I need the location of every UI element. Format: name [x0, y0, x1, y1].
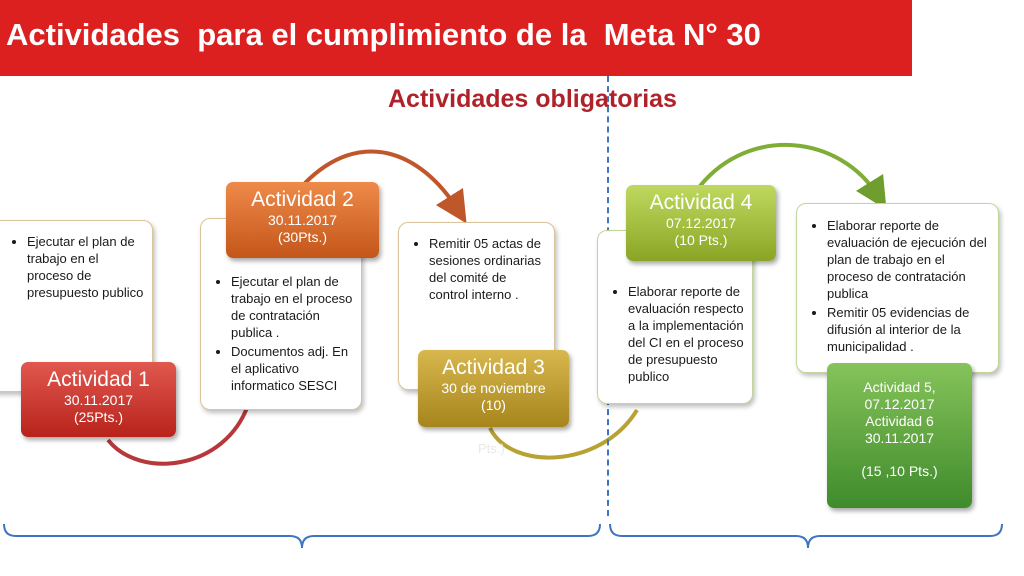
actividad-5-6-points: (15 ,10 Pts.)	[861, 463, 938, 479]
actividad-5-name: Actividad 5,	[863, 379, 936, 395]
actividad-4-box	[626, 185, 776, 261]
actividad-5-6-box	[827, 363, 972, 508]
bottom-braces	[0, 520, 1024, 570]
page-title: Actividades para el cumplimiento de la Meta N° 30	[6, 17, 761, 52]
right-brace	[610, 524, 1002, 548]
panel-actividad-5-6	[796, 203, 999, 373]
actividad-2-points: (30Pts.)	[277, 229, 327, 245]
actividad-6-date: 30.11.2017	[864, 430, 935, 446]
actividad-2-name: Actividad 2	[251, 188, 354, 211]
panel-1-bullet-1: • Ejecutar el plan de trabajo en el proceso de presupuesto publico	[27, 233, 144, 301]
actividad-5-date: 07.12.2017	[864, 396, 935, 412]
actividad-4-date: 07.12.2017	[665, 215, 737, 231]
actividad-3-date: 30 de noviembre	[441, 380, 546, 396]
actividad-1-box	[21, 362, 176, 437]
panel-4-bullet-1: • Elaborar reporte de evaluación respecto a la implementación del CI en el proceso de presupuesto publico	[628, 283, 746, 385]
panel-2-bullet-1: • Ejecutar el plan de trabajo en el proceso de contratación publica .	[231, 273, 353, 341]
panel-5-bullet-2: • Remitir 05 evidencias de difusión al interior de la municipalidad .	[827, 304, 990, 355]
actividad-6-name: Actividad 6	[865, 413, 934, 429]
actividad-4-name: Actividad 4	[649, 191, 753, 214]
actividad-1-points: (25Pts.)	[73, 409, 123, 425]
panel-3-bullet-1: • Remitir 05 actas de sesiones ordinarias del comité de control interno .	[429, 235, 546, 303]
actividad-2-date: 30.11.2017	[267, 212, 338, 228]
actividad-4-points: (10 Pts.)	[674, 232, 728, 248]
actividad-1-date: 30.11.2017	[63, 392, 134, 408]
ghost-points-text: Pts.)	[478, 441, 505, 456]
actividad-1-name: Actividad 1	[47, 368, 150, 391]
actividad-3-points: (10)	[481, 397, 506, 413]
subtitle: Actividades obligatorias	[388, 85, 677, 113]
panel-2-bullet-2: • Documentos adj. En el aplicativo informatico SESCI	[231, 343, 353, 394]
actividad-3-name: Actividad 3	[442, 356, 545, 379]
actividad-3-box	[418, 350, 569, 427]
actividad-2-box	[226, 182, 379, 258]
title-bar	[0, 0, 912, 76]
left-brace	[4, 524, 600, 548]
panel-5-bullet-1: • Elaborar reporte de evaluación de ejecución del plan de trabajo en el proceso de contratación publica	[827, 217, 990, 302]
